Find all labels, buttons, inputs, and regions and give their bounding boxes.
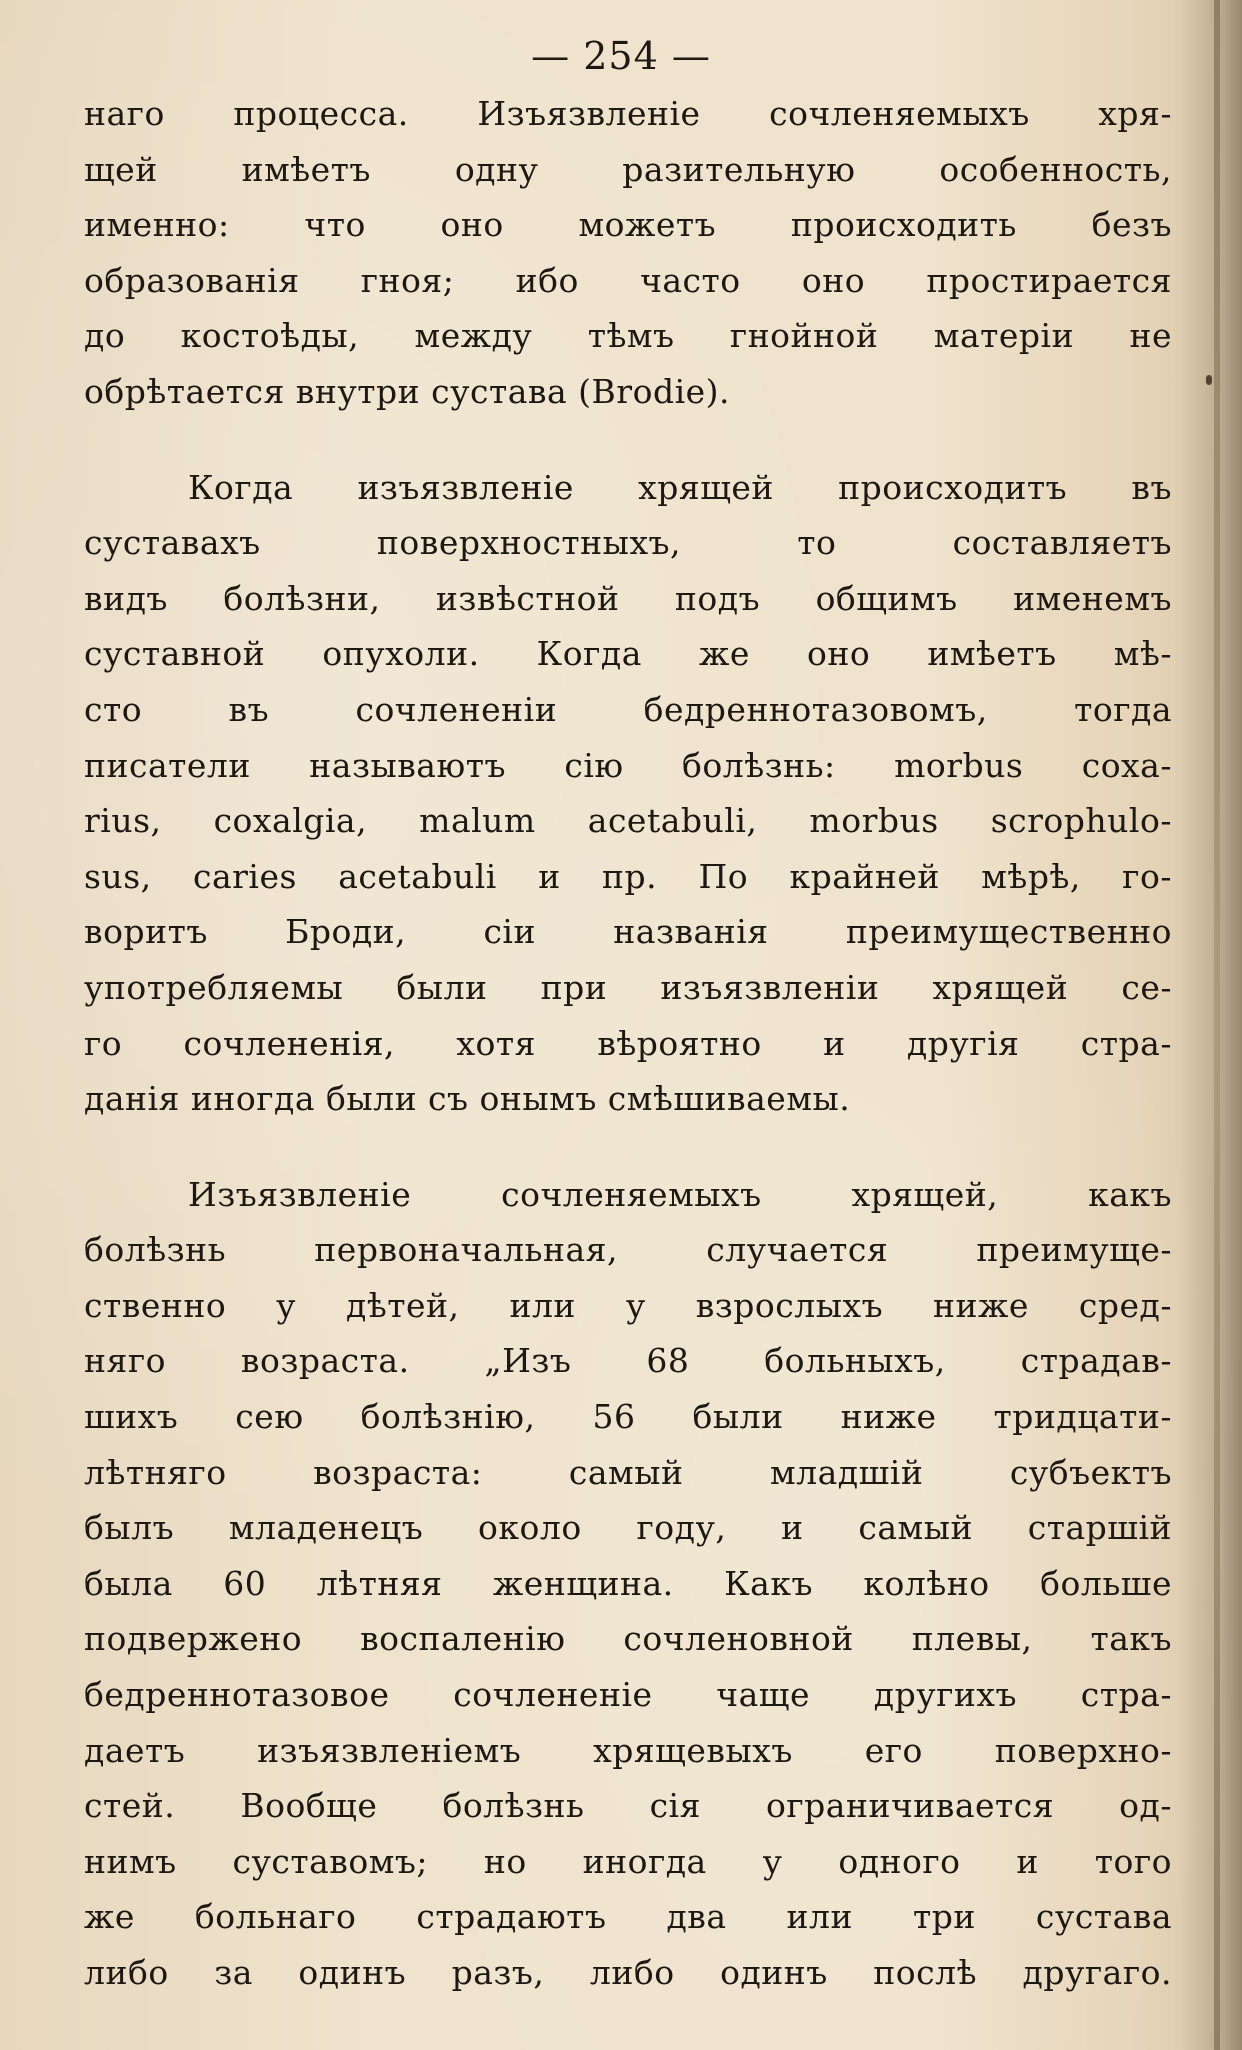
text-line: бедреннотазовое сочлененіе чаще другихъ стра- (84, 1675, 1172, 1715)
text-line: наго процесса. Изъязвленіе сочленяемыхъ хря- (84, 94, 1172, 133)
text-line: былъ младенецъ около году, и самый старшій (84, 1508, 1172, 1548)
text-line: суставной опухоли. Когда же оно имѣетъ мѣ- (84, 634, 1172, 674)
text-block (84, 86, 1172, 2001)
text-line: болѣзнь первоначальная, случается преимуще- (84, 1230, 1172, 1270)
paragraph (84, 460, 1172, 1127)
text-line: именно: что оно можетъ происходить безъ (84, 205, 1172, 245)
text-line: лѣтняго возраста: самый младшій субъектъ (84, 1452, 1172, 1492)
text-line: го сочлененія, хотя вѣроятно и другія стра- (84, 1023, 1172, 1063)
text-line: щей имѣетъ одну разительную особенность, (84, 149, 1172, 189)
text-line: ственно у дѣтей, или у взрослыхъ ниже сред- (84, 1285, 1172, 1325)
text-line: нимъ суставомъ; но иногда у одного и того (84, 1841, 1172, 1881)
text-line: даетъ изъязвленіемъ хрящевыхъ его поверхно- (84, 1730, 1172, 1770)
page-gutter (1214, 0, 1220, 2050)
text-line: сто въ сочлененіи бедреннотазовомъ, тогда (84, 689, 1172, 729)
text-line: обрѣтается внутри сустава (Brodie). (84, 371, 731, 411)
paragraph (84, 1167, 1172, 2001)
text-line: няго возраста. „Изъ 68 больныхъ, страдав- (84, 1341, 1172, 1381)
paragraph-gap (84, 1127, 1172, 1167)
text-line: видъ болѣзни, извѣстной подъ общимъ именемъ (84, 578, 1172, 618)
text-line: образованія гноя; ибо часто оно простирается (84, 260, 1172, 300)
ink-mark (1206, 375, 1212, 385)
text-line: либо за одинъ разъ, либо одинъ послѣ другаго. (84, 1953, 1172, 1992)
text-line: до костоѣды, между тѣмъ гнойной матеріи не (84, 316, 1172, 356)
spine-shadow (1178, 0, 1242, 2050)
text-line: sus, caries acetabuli и пр. По крайней мѣрѣ, го- (84, 856, 1172, 896)
text-line: Когда изъязвленіе хрящей происходитъ въ (188, 467, 1172, 507)
paragraph (84, 86, 1172, 420)
text-line: была 60 лѣтняя женщина. Какъ колѣно больше (84, 1563, 1172, 1603)
text-line: же больнаго страдаютъ два или три сустава (84, 1897, 1172, 1937)
text-line: Изъязвленіе сочленяемыхъ хрящей, какъ (188, 1174, 1172, 1214)
text-line: писатели называютъ сію болѣзнь: morbus coxa- (84, 745, 1172, 785)
text-line: воритъ Броди, сіи названія преимущественно (84, 912, 1172, 952)
text-line: данія иногда были съ онымъ смѣшиваемы. (84, 1079, 851, 1119)
text-line: стей. Вообще болѣзнь сія ограничивается од- (84, 1786, 1172, 1826)
text-line: суставахъ поверхностныхъ, то составляетъ (84, 523, 1172, 563)
page-number: — 254 — (531, 34, 711, 78)
text-line: употребляемы были при изъязвленіи хрящей се- (84, 967, 1172, 1007)
text-line: подвержено воспаленію сочленовной плевы, такъ (84, 1619, 1172, 1659)
text-line: rius, coxalgia, malum acetabuli, morbus scrophulo- (84, 801, 1172, 841)
paragraph-gap (84, 420, 1172, 460)
text-line: шихъ сею болѣзнію, 56 были ниже тридцати- (84, 1397, 1172, 1437)
